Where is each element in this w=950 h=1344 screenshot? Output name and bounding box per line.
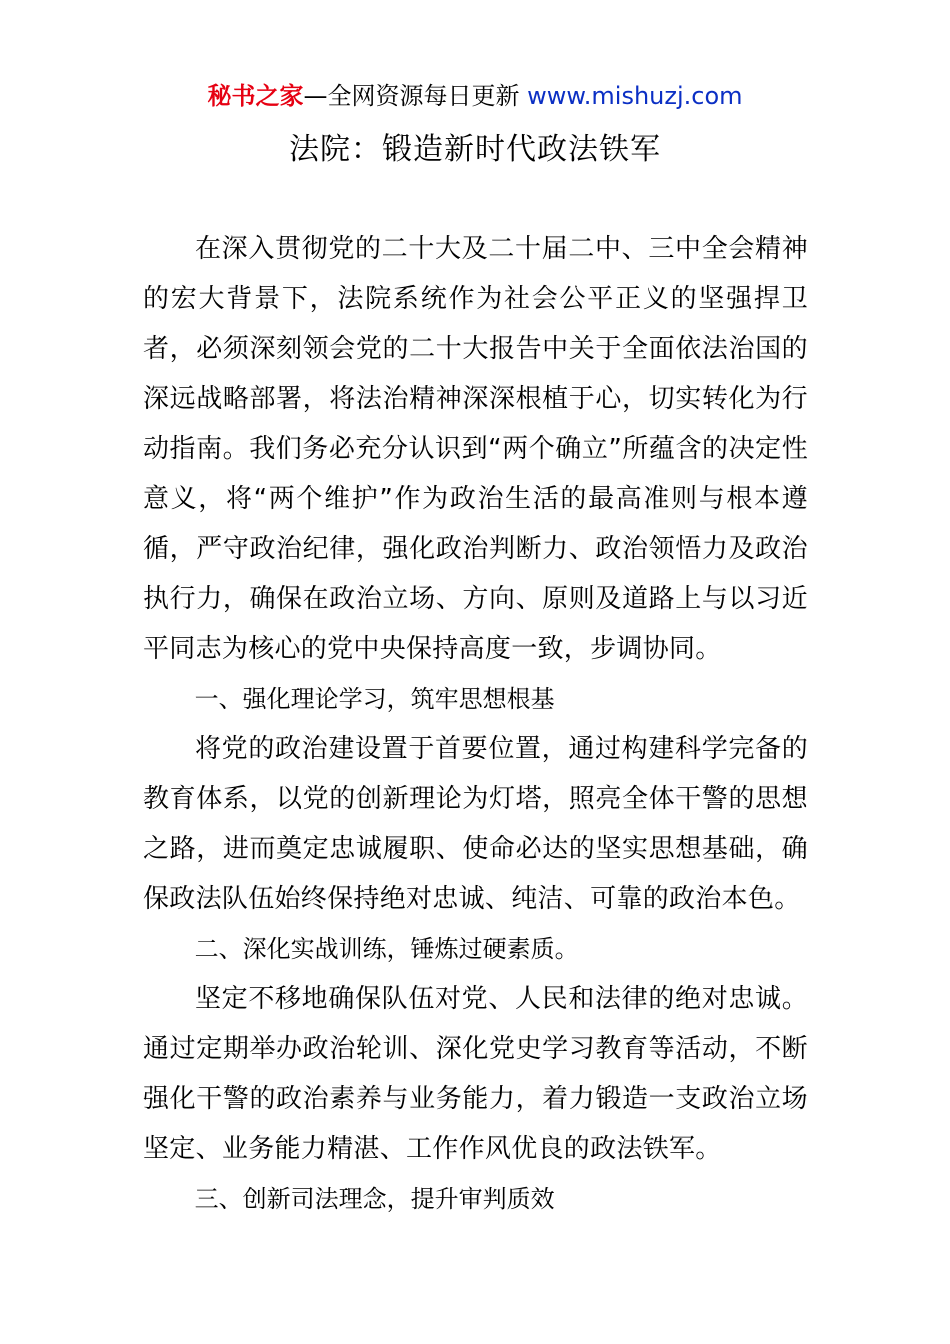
site-header <box>0 78 950 114</box>
site-url-link[interactable]: www.mishuzj.com <box>527 82 743 110</box>
document-title: 法院：锻造新时代政法铁军 <box>289 132 661 167</box>
section-heading-1: 一、强化理论学习，筑牢思想根基 <box>194 685 555 713</box>
site-tagline: —全网资源每日更新 <box>303 82 528 110</box>
section-heading-2: 二、深化实战训练，锤炼过硬素质。 <box>194 935 579 963</box>
section-2-paragraph: 坚定不移地确保队伍对党、人民和法律的绝对忠诚。通过定期举办政治轮训、深化党史学习教育等活动，不断强化干警的政治素养与业务能力，着力锻造一支政治立场坚定、业务能力精湛、工作作风优良的政法铁军。 <box>143 984 808 1164</box>
site-brand: 秘书之家 <box>207 82 304 110</box>
intro-paragraph: 在深入贯彻党的二十大及二十届二中、三中全会精神的宏大背景下，法院系统作为社会公平正义的坚强捍卫者，必须深刻领会党的二十大报告中关于全面依法治国的深远战略部署，将法治精神深深根植于心，切实转化为行动指南。我们务必充分认识到“两个确立”所蕴含的决定性意义，将“两个维护”作为政治生活的最高准则与根本遵循，严守政治纪律，强化政治判断力、政治领悟力及政治执行力，确保在政治立场、方向、原则及道路上与以习近平同志为核心的党中央保持高度一致，步调协同。 <box>143 234 808 664</box>
section-heading-3: 三、创新司法理念，提升审判质效 <box>194 1185 555 1213</box>
document-body <box>143 224 808 1224</box>
section-1-paragraph: 将党的政治建设置于首要位置，通过构建科学完备的教育体系，以党的创新理论为灯塔，照亮全体干警的思想之路，进而奠定忠诚履职、使命必达的坚实思想基础，确保政法队伍始终保持绝对忠诚、纯洁、可靠的政治本色。 <box>143 734 808 914</box>
